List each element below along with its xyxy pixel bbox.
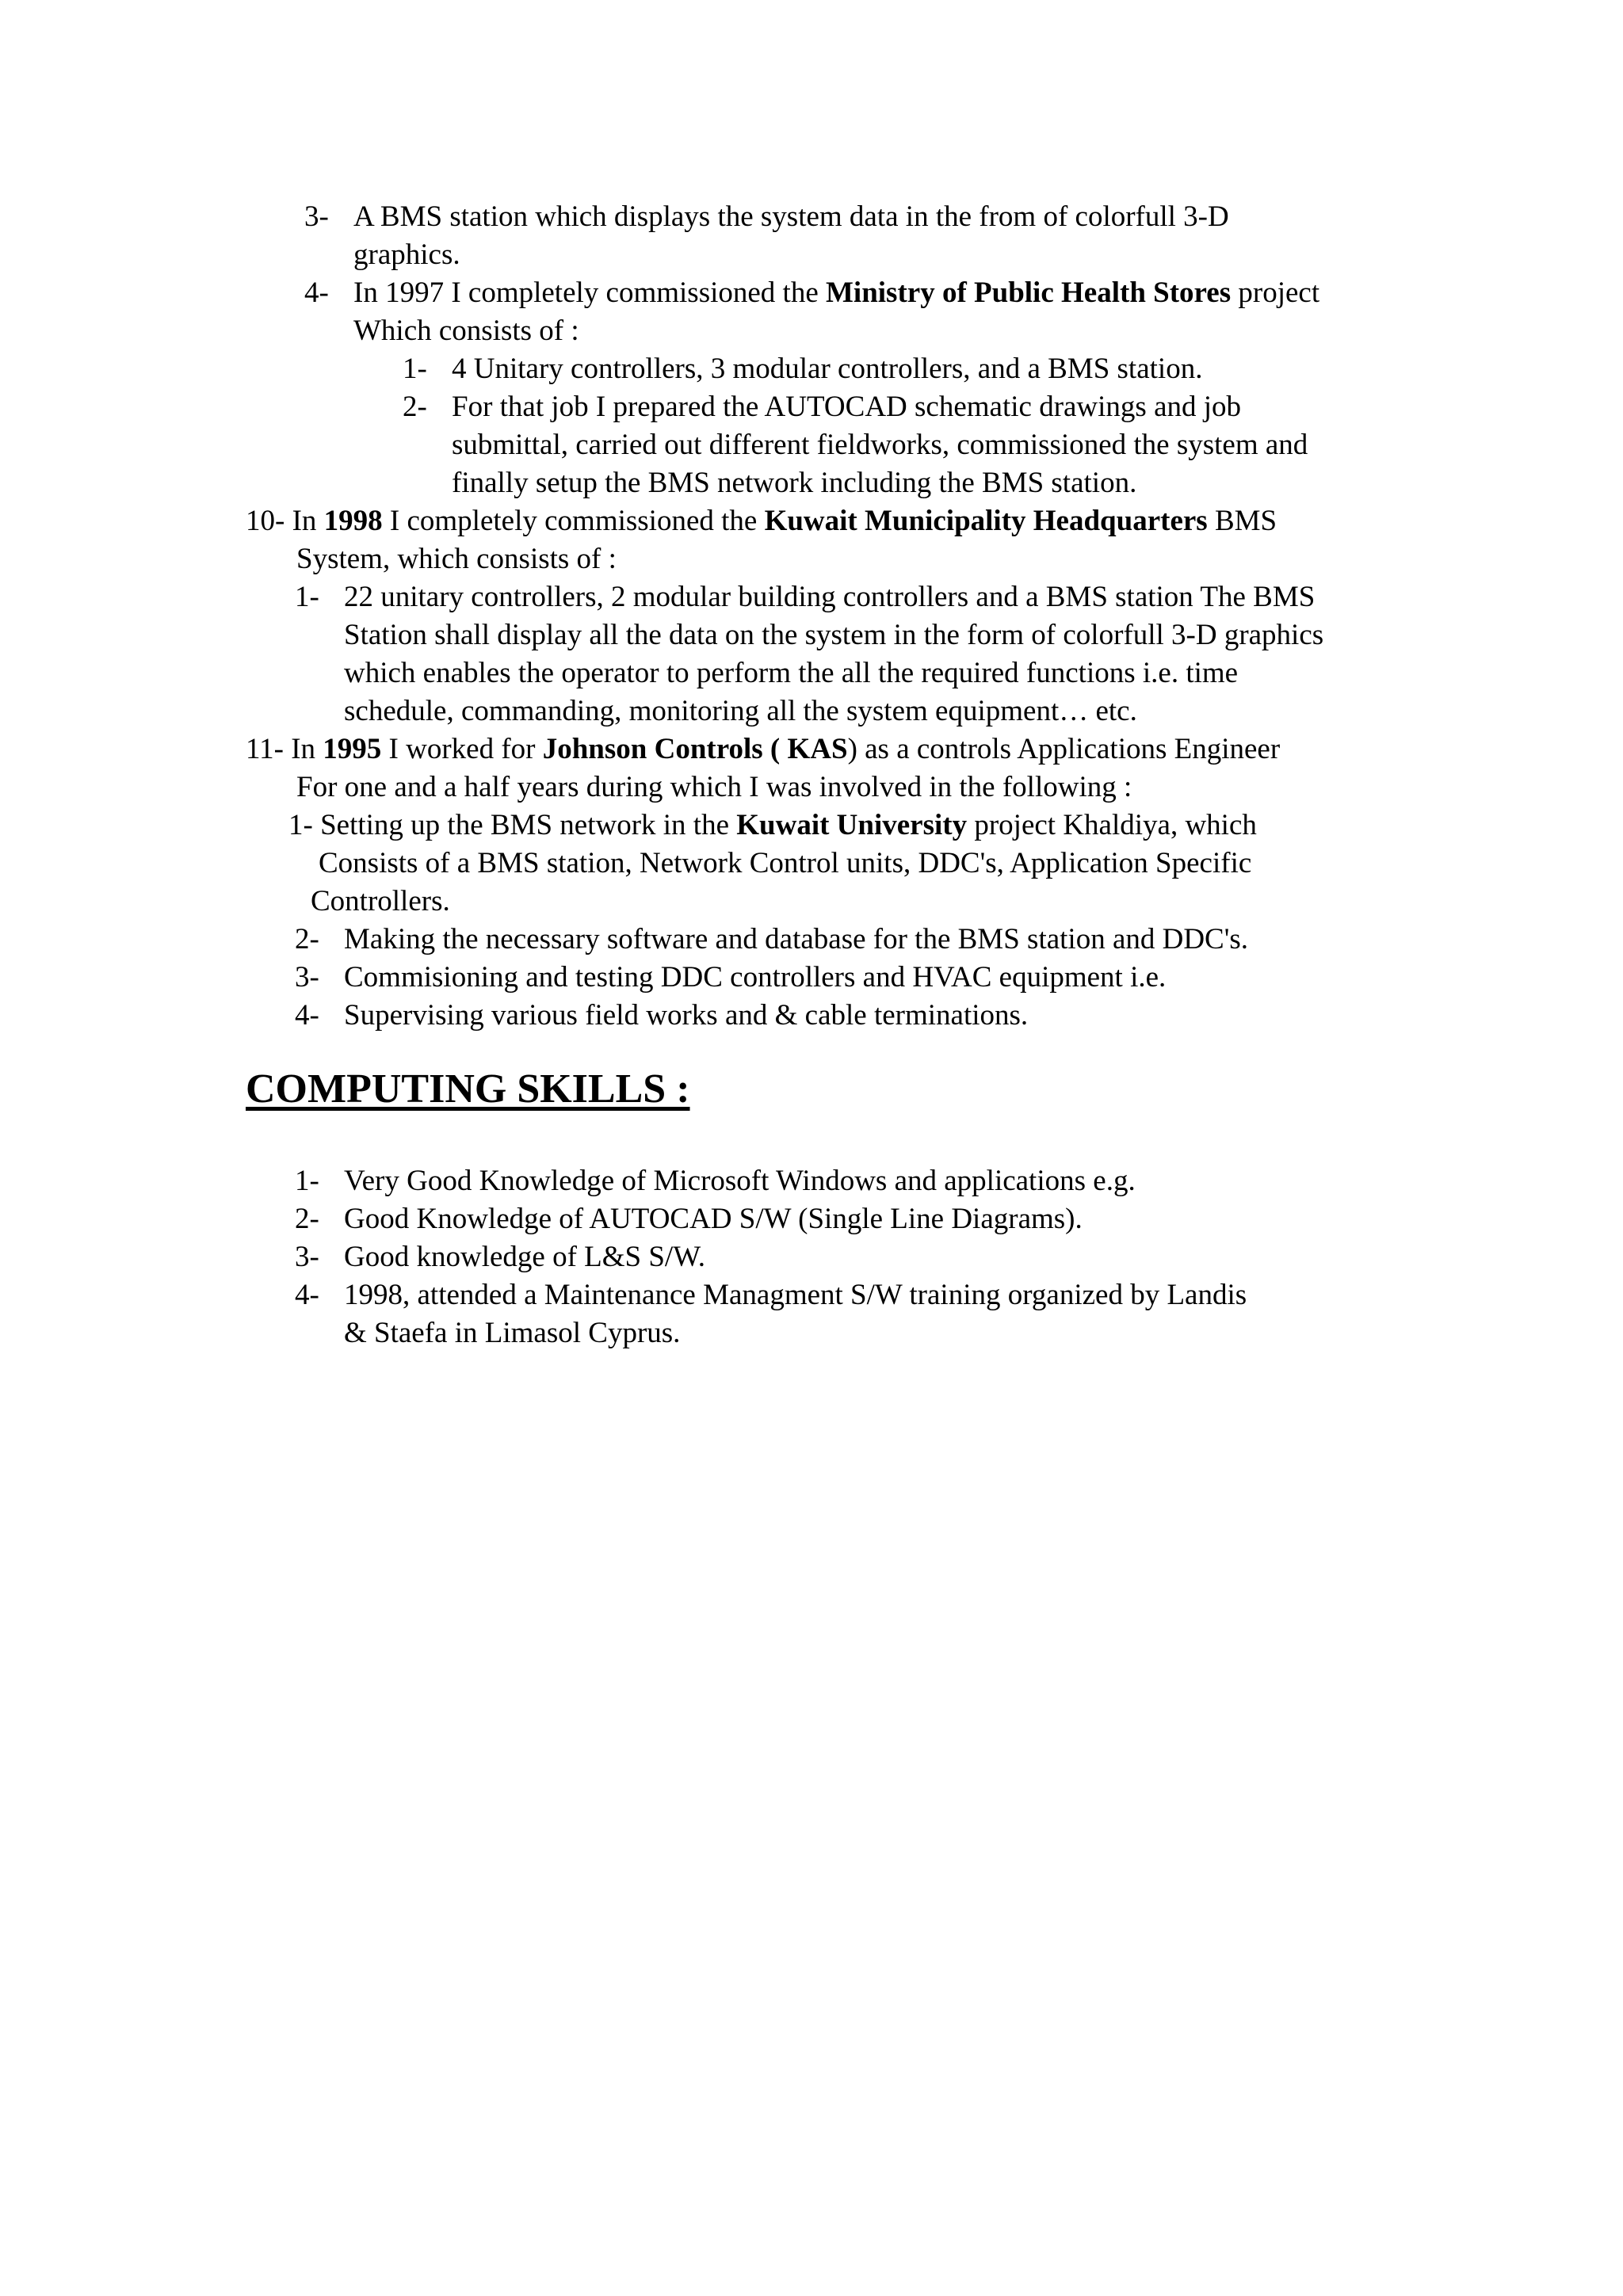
list-number: 3- [295, 1241, 319, 1273]
list-number: 4- [295, 999, 319, 1032]
list-number: 4- [304, 277, 329, 309]
list-item-text: 22 unitary controllers, 2 modular building controllers and a BMS station The BMS [344, 581, 1316, 613]
project-name: Ministry of Public Health Stores [826, 277, 1232, 309]
list-item-text: 11- In 1995 I worked for Johnson Controls ( KAS) as a controls Applications Engineer [246, 733, 1281, 765]
list-number: 4- [295, 1279, 319, 1311]
project-name: Kuwait Municipality Headquarters [764, 505, 1208, 537]
list-number: 2- [403, 391, 427, 423]
list-number: 3- [295, 961, 319, 994]
list-item-text: & Staefa in Limasol Cyprus. [344, 1317, 681, 1349]
list-number: 1- [295, 1165, 319, 1197]
list-item-text: In 1997 I completely commissioned the Ministry of Public Health Stores project [353, 277, 1320, 309]
list-item-text: Making the necessary software and database for the BMS station and DDC's. [344, 923, 1249, 955]
year: 1998 [323, 505, 383, 537]
year: 1995 [323, 733, 382, 765]
list-item-text: submittal, carried out different fieldworks, commissioned the system and [452, 429, 1308, 461]
list-item-text: Commisioning and testing DDC controllers and HVAC equipment i.e. [344, 961, 1167, 994]
list-item-text: A BMS station which displays the system data in the from of colorfull 3-D [353, 200, 1229, 233]
list-item-text: finally setup the BMS network including the BMS station. [452, 467, 1137, 499]
list-item-text: Very Good Knowledge of Microsoft Windows and applications e.g. [344, 1165, 1136, 1197]
list-number: 3- [304, 200, 329, 233]
list-item-text: 1998, attended a Maintenance Managment S/W training organized by Landis [344, 1279, 1247, 1311]
list-item-text: 1- Setting up the BMS network in the Kuwait University project Khaldiya, which [288, 809, 1257, 841]
list-number: 1- [295, 581, 319, 613]
list-number: 2- [295, 923, 319, 955]
project-name: Kuwait University [736, 809, 968, 841]
list-item-text: 10- In 1998 I completely commissioned the Kuwait Municipality Headquarters BMS [246, 505, 1277, 537]
company-name: Johnson Controls ( KAS [542, 733, 848, 765]
list-item-text: System, which consists of : [296, 543, 617, 575]
list-number: 2- [295, 1203, 319, 1235]
list-number: 1- [403, 353, 427, 385]
list-item-text: which enables the operator to perform the all the required functions i.e. time [344, 657, 1239, 689]
list-item-text: 4 Unitary controllers, 3 modular controllers, and a BMS station. [452, 353, 1203, 385]
list-item-text: schedule, commanding, monitoring all the system equipment… etc. [344, 695, 1137, 727]
list-item-text: Station shall display all the data on the system in the form of colorfull 3-D graphics [344, 619, 1324, 651]
list-item-text: For that job I prepared the AUTOCAD schematic drawings and job [452, 391, 1242, 423]
list-item-text: Consists of a BMS station, Network Control units, DDC's, Application Specific [319, 847, 1252, 879]
list-item-text: For one and a half years during which I was involved in the following : [296, 771, 1132, 803]
list-item-text: Controllers. [311, 885, 450, 917]
list-item-text: Good Knowledge of AUTOCAD S/W (Single Line Diagrams). [344, 1203, 1083, 1235]
list-item-text: graphics. [353, 238, 460, 271]
list-item-text: Good knowledge of L&S S/W. [344, 1241, 705, 1273]
list-item-text: Supervising various field works and & cable terminations. [344, 999, 1029, 1032]
section-heading: COMPUTING SKILLS : [246, 1066, 690, 1112]
list-item-text: Which consists of : [353, 315, 579, 347]
